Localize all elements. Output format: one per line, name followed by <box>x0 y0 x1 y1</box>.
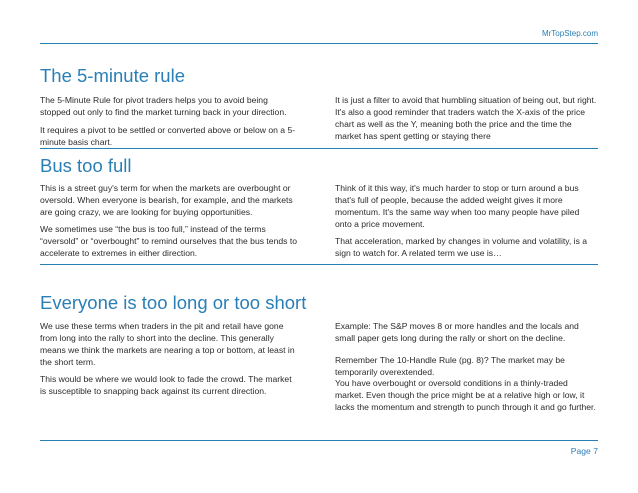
section-title: The 5-minute rule <box>40 65 185 86</box>
paragraph: This is a street guy's term for when the markets are overbought or oversold. When everyone is bearish, for example, and the markets are going crazy, we are looking for buying opportunities. <box>40 183 293 217</box>
paragraph: You have overbought or oversold conditions in a thinly-traded market. Even though the price might be at a relative high or low, it lacks the momentum and strength to punch through it and go further. <box>335 378 596 412</box>
paragraph: This would be where we would look to fade the crowd. The market is susceptible to snapping back against its current direction. <box>40 374 292 396</box>
paragraph: Example: The S&P moves 8 or more handles and the locals and small paper gets long during the rally or short on the decline. <box>335 321 579 343</box>
page-number: Page 7 <box>570 446 598 456</box>
paragraph: It is just a filter to avoid that humbling situation of being out, but right. It's also a good reminder that traders watch the X-axis of the price chart as well as the Y, meaning both the price and the time the market has spent getting or staying there <box>335 95 597 141</box>
bottom-rule <box>40 440 598 441</box>
paragraph: Think of it this way, it's much harder to stop or turn around a bus that's full of people, because the added weight gives it more momentum. It's the same way when too many people have piled onto a price movement. <box>335 183 580 229</box>
section-title: Bus too full <box>40 155 132 176</box>
paragraph: Remember The 10-Handle Rule (pg. 8)? The market may be temporarily overextended. <box>335 355 565 377</box>
divider <box>40 148 598 149</box>
paragraph: That acceleration, marked by changes in volume and volatility, is a sign to watch for. A related term we use is… <box>335 236 588 258</box>
paragraph: It requires a pivot to be settled or converted above or below on a 5- minute basis chart. <box>40 125 296 147</box>
site-name: MrTopStep.com <box>541 29 598 38</box>
top-rule <box>40 43 598 44</box>
divider <box>40 264 598 265</box>
section-title: Everyone is too long or too short <box>40 292 307 313</box>
paragraph: The 5-Minute Rule for pivot traders helps you to avoid being stopped out only to find the market turning back in your direction. <box>40 95 287 117</box>
paragraph: We use these terms when traders in the pit and retail have gone from long into the rally to short into the decline. This generally means we think the markets are nearing a top or bottom, at least in the short term. <box>40 321 295 367</box>
paragraph: We sometimes use “the bus is too full,” instead of the terms “oversold” or “overbought” to remind ourselves that the bus tends to accelerate to extremes in either direction. <box>40 224 297 258</box>
